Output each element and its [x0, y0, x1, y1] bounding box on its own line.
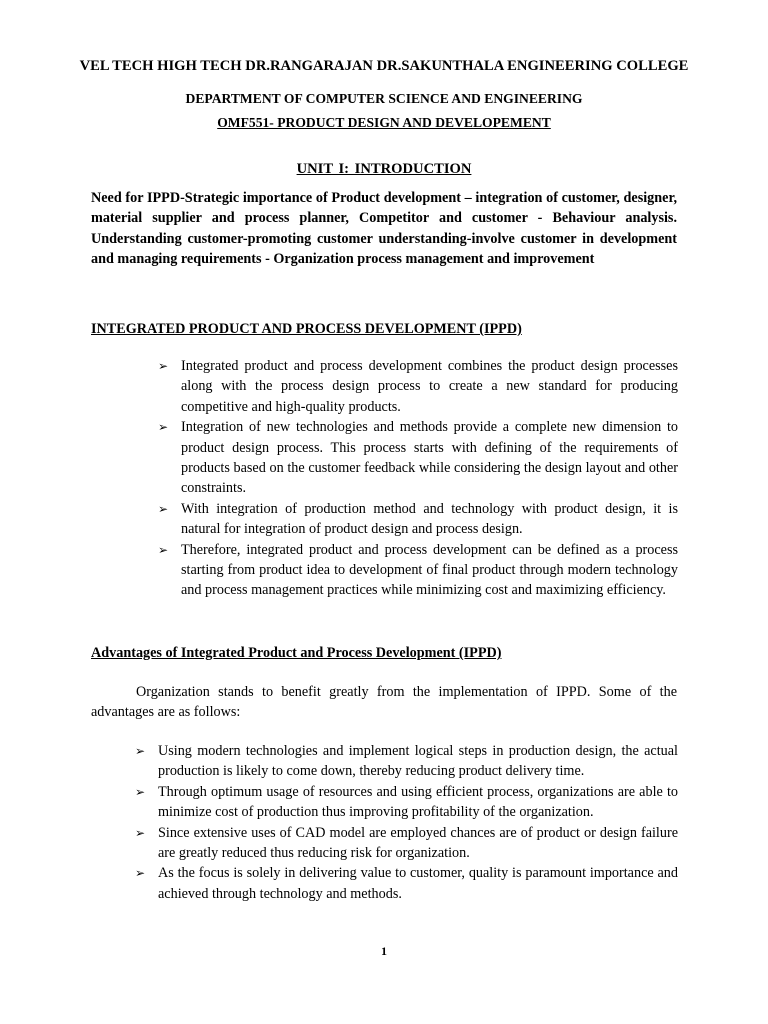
ippd-bullet-list — [158, 356, 678, 601]
college-name: VEL TECH HIGH TECH DR.RANGARAJAN DR.SAKUNTHALA ENGINEERING COLLEGE — [79, 58, 689, 74]
list-item-text: Integration of new technologies and methods provide a complete new dimension to product design process. This process starts with defining of the requirements of products based on the customer feedback while considering the design layout and other constraints. — [181, 419, 678, 497]
list-item-text: Through optimum usage of resources and using efficient process, organizations are able to minimize cost of production thus improving profitability of the organization. — [158, 783, 678, 821]
list-item-text: Using modern technologies and implement logical steps in production design, the actual production is likely to come down, thereby reducing product delivery time. — [158, 743, 678, 780]
list-item — [158, 540, 678, 601]
course-title: OMF551- PRODUCT DESIGN AND DEVELOPEMENT — [217, 115, 551, 130]
arrow-bullet-icon: ➢ — [158, 359, 169, 373]
arrow-bullet-icon: ➢ — [135, 744, 146, 758]
advantages-section-heading: Advantages of Integrated Product and Process Development (IPPD) — [91, 645, 502, 661]
list-item-text: As the focus is solely in delivering value to customer, quality is paramount importance and achieved through technology and methods. — [158, 865, 678, 902]
arrow-bullet-icon: ➢ — [158, 501, 169, 516]
list-item — [135, 782, 678, 823]
advantages-intro-paragraph: Organization stands to benefit greatly from the implementation of IPPD. Some of the advantages are as follows: — [91, 684, 677, 721]
list-item-text: Since extensive uses of CAD model are employed chances are of product or design failure are greatly reduced thus reducing risk for organization. — [158, 824, 678, 862]
arrow-bullet-icon: ➢ — [158, 420, 169, 435]
list-item — [135, 741, 678, 782]
list-item — [158, 356, 678, 417]
list-item-text: Integrated product and process development combines the product design processes along with the process design process to create a new standard for producing competitive and high-quality products. — [181, 358, 678, 415]
unit-title: UNIT I: INTRODUCTION — [296, 161, 472, 177]
page-number: 1 — [381, 944, 387, 958]
arrow-bullet-icon: ➢ — [135, 825, 146, 840]
advantages-bullet-list — [135, 741, 678, 904]
list-item — [135, 863, 678, 904]
list-item-text: Therefore, integrated product and process development can be defined as a process starting from product idea to development of final product through modern technology and process management practices while minimizing cost and maximizing efficiency. — [181, 541, 678, 599]
list-item — [135, 823, 678, 864]
list-item-text: With integration of production method and technology with product design, it is natural for integration of product design and process design. — [181, 500, 678, 538]
list-item — [158, 417, 678, 499]
arrow-bullet-icon: ➢ — [135, 784, 146, 799]
department-name: DEPARTMENT OF COMPUTER SCIENCE AND ENGINEERING — [185, 91, 583, 106]
ippd-section-heading: INTEGRATED PRODUCT AND PROCESS DEVELOPMENT (IPPD) — [91, 321, 522, 337]
arrow-bullet-icon: ➢ — [158, 542, 169, 557]
arrow-bullet-icon: ➢ — [135, 866, 146, 881]
unit-syllabus: Need for IPPD-Strategic importance of Product development – integration of customer, designer, material supplier and process planner, Competitor and customer - Behaviour analysis. Understanding customer-promoting customer understanding-involve customer in development and managing requirements - Organization process management and improvement — [91, 190, 677, 268]
list-item — [158, 499, 678, 540]
